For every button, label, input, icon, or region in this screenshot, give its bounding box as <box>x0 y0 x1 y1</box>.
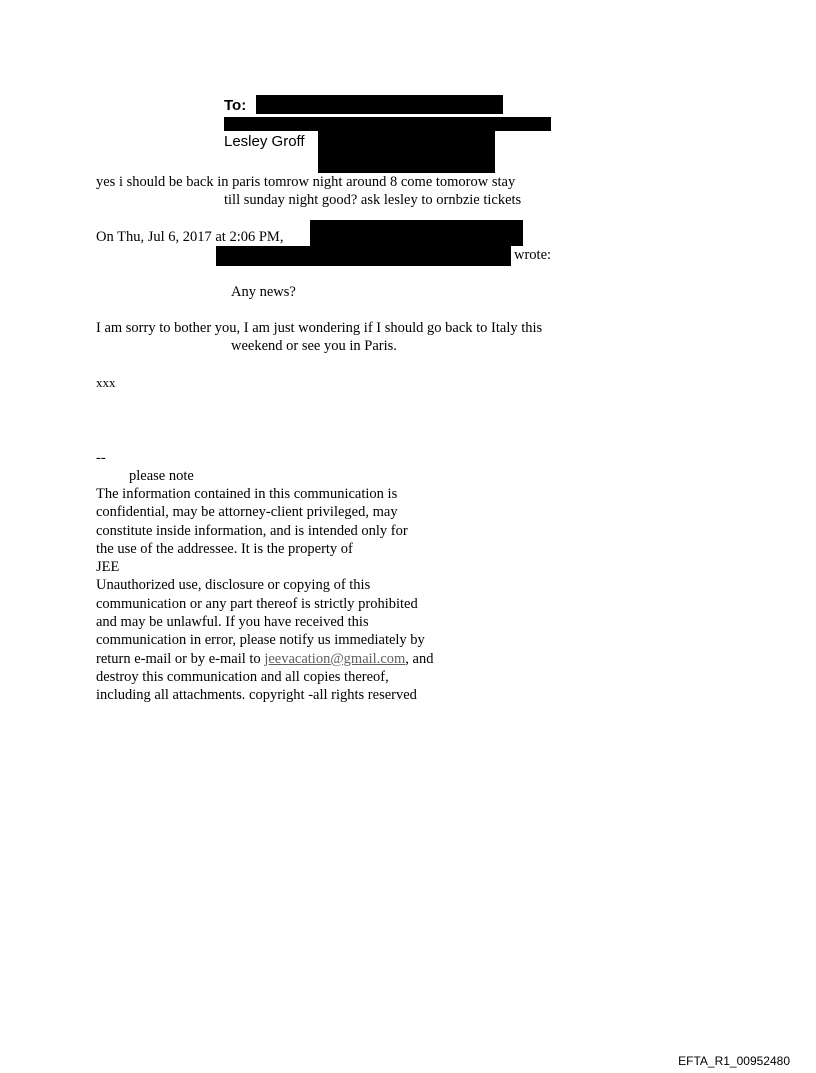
to-label: To: <box>224 97 247 114</box>
disclaimer-line: the use of the addressee. It is the property of <box>96 540 353 557</box>
redaction-recipient-line-2 <box>224 117 551 131</box>
redaction-to-recipient <box>256 95 503 114</box>
disclaimer-line: communication in error, please notify us immediately by <box>96 632 425 649</box>
disclaimer-line: JEE <box>96 559 120 576</box>
disclaimer-line: confidential, may be attorney-client privileged, may <box>96 504 398 521</box>
disclaimer-body <box>96 485 433 705</box>
disclaimer-line: and may be unlawful. If you have received this <box>96 614 369 631</box>
reply-line-1: yes i should be back in paris tomrow night around 8 come tomorow stay <box>96 174 516 190</box>
redaction-sender-email <box>216 246 511 266</box>
disclaimer-line: Unauthorized use, disclosure or copying of this <box>96 577 371 594</box>
disclaimer-heading: please note <box>129 468 194 484</box>
quote-header-prefix: On Thu, Jul 6, 2017 at 2:06 PM, <box>96 229 284 245</box>
quote-header-suffix: wrote: <box>514 247 552 263</box>
disclaimer-line: constitute inside information, and is intended only for <box>96 522 408 539</box>
quoted-question: Any news? <box>231 284 296 300</box>
redaction-cc-email <box>318 131 495 173</box>
email-line-suffix: , and <box>405 650 434 667</box>
disclaimer-email-line <box>96 650 433 668</box>
email-link[interactable]: jeevacation@gmail.com <box>264 650 406 667</box>
disclaimer-line: including all attachments. copyright -all rights reserved <box>96 687 417 704</box>
cc-recipient-name: Lesley Groff <box>224 133 305 150</box>
bates-number: EFTA_R1_00952480 <box>678 1054 790 1068</box>
email-line-prefix: return e-mail or by e-mail to <box>96 650 265 667</box>
disclaimer-line: The information contained in this communication is <box>96 486 398 502</box>
reply-line-2: till sunday night good? ask lesley to ornbzie tickets <box>224 192 522 208</box>
quoted-body-line-2: weekend or see you in Paris. <box>231 338 397 354</box>
quoted-signoff: xxx <box>96 375 116 390</box>
disclaimer-line: destroy this communication and all copies thereof, <box>96 668 389 685</box>
quoted-body-line-1: I am sorry to bother you, I am just wondering if I should go back to Italy this <box>96 320 543 336</box>
disclaimer-line: communication or any part thereof is strictly prohibited <box>96 595 418 612</box>
redaction-sender-name <box>310 220 523 246</box>
signature-separator: -- <box>96 450 106 466</box>
